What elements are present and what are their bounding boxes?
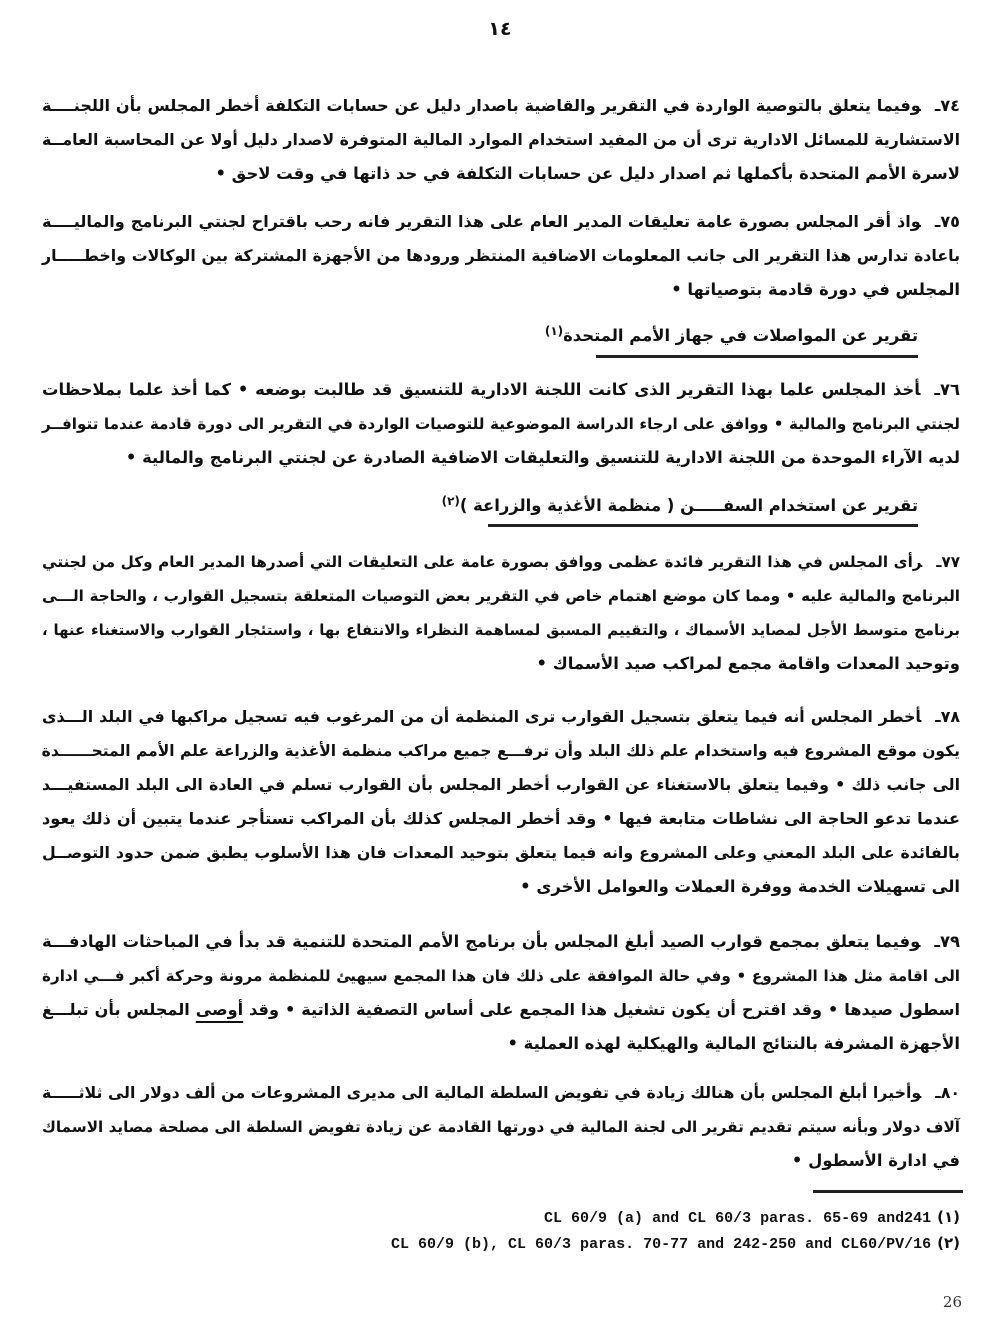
line-text: البرنامج والمالية عليه • ومما كان موضع اهتمام خاص في التقرير بعض التوصيات المتعلقة بتسجيل القوارب ، والحاجة الـــى (42, 587, 960, 605)
paragraph-line (42, 441, 960, 475)
paragraph-number: ٧٨ـ (935, 707, 960, 726)
paragraph-line (42, 700, 960, 734)
paragraph-line (42, 647, 960, 681)
heading-text: تقرير عن المواصلات في جهاز الأمم المتحدة (563, 326, 918, 345)
paragraph-number: ٧٩ـ (934, 932, 960, 951)
paragraph-76 (42, 373, 960, 475)
line-text: الى اقامة مثل هذا المشروع • وفي حالة الموافقة على ذلك فان هذا المجمع سيهيئ للمنظمة مرونة وحركة أكبر فـــي ادارة (42, 967, 960, 985)
footnote-text: CL 60/9 (a) and CL 60/3 paras. 65-69 and241 (544, 1210, 932, 1227)
paragraph-75 (42, 205, 960, 307)
line-text: وتوحيد المعدات واقامة مجمع لمراكب صيد الأسماك • (536, 654, 960, 673)
paragraph-line (42, 157, 960, 191)
line-text: واذ أقر المجلس بصورة عامة تعليقات المدير العام على هذا التقرير فانه رحب باقتراح لجنتي البرنامج والماليــــة (42, 212, 921, 231)
line-text: رأى المجلس في هذا التقرير فائدة عظمى ووافق بصورة عامة على التعليقات التي أصدرها المدير العام وكل من لجنتي (42, 553, 923, 571)
paragraph-line (42, 579, 960, 613)
paragraph-line (42, 734, 960, 768)
line-text: أخذ المجلس علما بهذا التقرير الذى كانت اللجنة الادارية للتنسيق قد طالبت بوضعه • كما أخذ علما بملاحظات (42, 380, 921, 399)
paragraph-line (42, 993, 960, 1027)
line-text: برنامج متوسط الأجل لمصايد الأسماك ، والتقييم المسبق لمساهمة النظراء والانتفاع بها ، واستئجار القوارب والاستغناء عنها ، (42, 621, 960, 639)
line-text: أخطر المجلس أنه فيما يتعلق بتسجيل القوارب ترى المنظمة أن من المرغوب فيه تسجيل مراكبها في البلد الـــذى (42, 707, 922, 726)
paragraph-line (42, 123, 960, 157)
heading-underline (596, 355, 918, 358)
paragraph-line (42, 1144, 960, 1178)
paragraph-line (42, 836, 960, 870)
paragraph-line (42, 239, 960, 273)
page-number-top: ١٤ (488, 18, 512, 40)
line-text: الاستشارية للمسائل الادارية ترى أن من المفيد استخدام الموارد المالية المتوفرة لاصدار دليل أولا عن المحاسبة العامــة (42, 130, 960, 149)
line-text: الأجهزة المشرفة بالنتائج المالية والهيكلية لهذه العملية • (507, 1034, 960, 1053)
paragraph-line (42, 959, 960, 993)
paragraph-number: ٧٧ـ (936, 553, 960, 571)
paragraph-line (42, 925, 960, 959)
line-text: لجنتي البرنامج والمالية • ووافق على ارجاء الدراسة الموضوعية للتوصيات الواردة في التقرير الى دورة قادمة عندما تتوافــر (42, 415, 960, 433)
footnote-text: CL 60/9 (b), CL 60/3 paras. 70-77 and 242-250 and CL60/PV/16 (391, 1236, 932, 1253)
paragraph-line (42, 545, 960, 579)
paragraph-line (42, 802, 960, 836)
line-text: بالفائدة على البلد المعني وعلى المشروع وانه فيما يتعلق بتوحيد المعدات فان هذا الأسلوب يطبق ضمن حدود التوصــل (42, 843, 960, 862)
line-text: وأخيرا أبلغ المجلس بأن هنالك زيادة في تفويض السلطة المالية الى مديرى المشروعات من ألف دولار الى ثلاثـــــة (42, 1083, 922, 1102)
section-heading-communications (545, 324, 918, 345)
line-text: المجلس بأن تبلـــغ (42, 1000, 196, 1019)
paragraph-77 (42, 545, 960, 681)
paragraph-line (42, 373, 960, 407)
paragraph-line (42, 273, 960, 307)
paragraph-line (42, 89, 960, 123)
line-text: المجلس في دورة قادمة بتوصياتها • (671, 280, 960, 299)
paragraph-line (42, 1110, 960, 1144)
paragraph-line (42, 613, 960, 647)
paragraph-number: ٧٥ـ (934, 212, 960, 231)
line-text: لاسرة الأمم المتحدة بأكملها ثم اصدار دليل عن حسابات التكلفة في حد ذاتها في وقت لاحق • (215, 164, 960, 183)
paragraph-78 (42, 700, 960, 904)
footnote-ref: (٢) (441, 494, 460, 508)
paragraph-74 (42, 89, 960, 191)
footnote-marker: (١) (937, 1208, 960, 1226)
paragraph-number: ٨٠ـ (935, 1083, 960, 1102)
footnote-2 (391, 1234, 960, 1253)
line-text: لديه الآراء الموحدة من اللجنة الادارية للتنسيق والتعليقات الاضافية الصادرة عن لجنتي البرنامج والمالية • (125, 448, 960, 467)
footnote-marker: (٢) (937, 1234, 960, 1252)
line-text: عندما تدعو الحاجة الى نشاطات متابعة فيها • وقد أخطر المجلس كذلك بأن المراكب تستأجر عندما يتبين أن ذلك يعود (42, 809, 960, 828)
paragraph-line (42, 768, 960, 802)
paragraph-number: ٧٦ـ (934, 380, 960, 399)
heading-text: تقرير عن استخدام السفـــــن ( منظمة الأغذية والزراعة ) (459, 496, 918, 515)
paragraph-line (42, 1027, 960, 1061)
line-text: آلاف دولار وبأنه سيتم تقديم تقرير الى لجنة المالية في دورتها القادمة عن زيادة تفويض السلطة الى مصلحة مصايد الاسماك (42, 1118, 960, 1136)
paragraph-number: ٧٤ـ (934, 96, 960, 115)
line-text: يكون موقع المشروع فيه واستخدام علم ذلك البلد وأن ترفـــع جميع مراكب منظمة الأغذية والزراعة علم الأمم المتحــــــدة (41, 742, 960, 760)
footnote-1 (544, 1208, 960, 1227)
footnote-ref: (١) (544, 324, 564, 338)
footnote-separator (813, 1190, 963, 1193)
paragraph-80 (42, 1076, 960, 1178)
paragraph-line (42, 205, 960, 239)
underlined-word: أوصى (195, 1000, 244, 1019)
line-text: اسطول صيدها • وقد اقترح أن يكون تشغيل هذا المجمع على أساس التصفية الذاتية • وقد (243, 1000, 960, 1019)
paragraph-line (42, 1076, 960, 1110)
section-heading-vessels (442, 494, 918, 515)
paragraph-line (42, 870, 960, 904)
line-text: باعادة تدارس هذا التقرير الى جانب المعلومات الاضافية المنتظر ورودها من الأجهزة المشتركة بين الوكالات واخطـــــار (42, 246, 960, 265)
line-text: وفيما يتعلق بالتوصية الواردة في التقرير والقاضية باصدار دليل عن حسابات التكلفة أخطر المجلس بأن اللجنــــة (42, 96, 921, 115)
paragraph-79 (42, 925, 960, 1061)
line-text: وفيما يتعلق بمجمع قوارب الصيد أبلغ المجلس بأن برنامج الأمم المتحدة للتنمية قد بدأ في المباحثات الهادفـــة (42, 932, 921, 951)
line-text: الى تسهيلات الخدمة ووفرة العملات والعوامل الأخرى • (520, 877, 960, 896)
page-number-bottom: 26 (942, 1293, 962, 1311)
paragraph-line (42, 407, 960, 441)
line-text: الى جانب ذلك • وفيما يتعلق بالاستغناء عن القوارب أخطر المجلس بأن القوارب تسلم في العادة الى البلد المستفيـــد (42, 775, 960, 794)
heading-underline (488, 524, 918, 527)
line-text: في ادارة الأسطول • (791, 1151, 960, 1170)
